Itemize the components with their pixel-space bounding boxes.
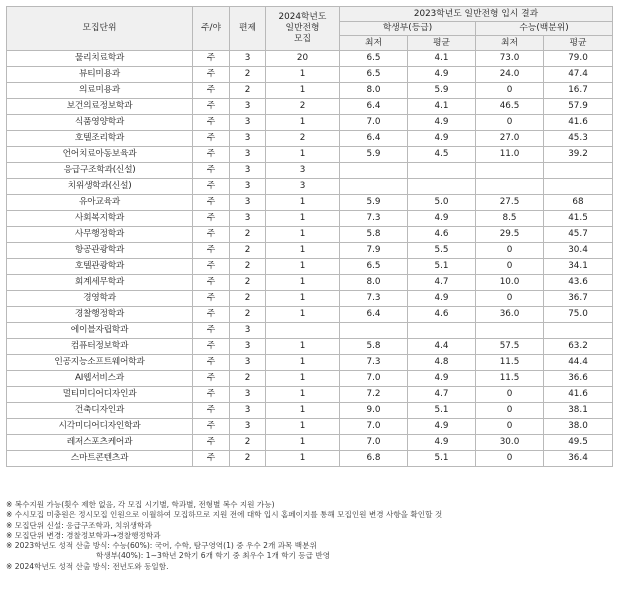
cell-record-min: 6.8 [340,451,408,467]
cell-day-night: 주 [193,179,230,195]
cell-record-avg [408,179,476,195]
cell-recruit-2024: 1 [266,275,340,291]
cell-recruit-2024: 1 [266,371,340,387]
cell-quota: 2 [230,259,266,275]
footnote: ※ 모집단위 신설: 응급구조학과, 치위생학과 [6,520,152,530]
header-suneung-avg: 평균 [544,36,613,51]
table-row [7,243,613,259]
cell-day-night: 주 [193,115,230,131]
header-suneung-min: 최저 [476,36,544,51]
cell-quota: 2 [230,451,266,467]
cell-record-avg: 4.9 [408,371,476,387]
table-row [7,323,613,339]
cell-suneung-avg: 38.1 [544,403,613,419]
cell-record-min: 6.4 [340,131,408,147]
cell-day-night: 주 [193,339,230,355]
cell-record-min: 7.3 [340,291,408,307]
cell-recruit-2024: 1 [266,259,340,275]
cell-record-min: 7.9 [340,243,408,259]
cell-quota: 3 [230,147,266,163]
table-row [7,259,613,275]
footnotes [6,500,612,572]
table-body [7,51,613,467]
cell-suneung-min: 0 [476,259,544,275]
cell-dept: 응급구조학과(신설) [7,163,193,179]
cell-suneung-avg: 45.7 [544,227,613,243]
header-recruit-line: 모집 [294,34,311,44]
cell-quota: 2 [230,243,266,259]
cell-record-avg: 5.1 [408,451,476,467]
cell-suneung-min: 0 [476,419,544,435]
header-school-record: 학생부(등급) [340,22,476,36]
cell-suneung-min: 10.0 [476,275,544,291]
cell-day-night: 주 [193,147,230,163]
cell-quota: 3 [230,163,266,179]
cell-recruit-2024: 1 [266,211,340,227]
header-day-night: 주/야 [193,7,230,51]
cell-suneung-min [476,163,544,179]
cell-recruit-2024: 2 [266,99,340,115]
cell-recruit-2024: 1 [266,83,340,99]
cell-record-min: 7.0 [340,435,408,451]
cell-day-night: 주 [193,51,230,67]
cell-suneung-min: 27.5 [476,195,544,211]
cell-record-avg [408,163,476,179]
cell-record-avg: 4.1 [408,51,476,67]
cell-suneung-avg: 43.6 [544,275,613,291]
cell-day-night: 주 [193,195,230,211]
cell-recruit-2024: 1 [266,307,340,323]
cell-suneung-avg [544,179,613,195]
cell-suneung-min: 0 [476,291,544,307]
cell-record-min: 6.4 [340,307,408,323]
table-row [7,371,613,387]
cell-day-night: 주 [193,291,230,307]
cell-suneung-avg: 44.4 [544,355,613,371]
cell-dept: 유아교육과 [7,195,193,211]
cell-recruit-2024 [266,323,340,339]
cell-record-avg: 4.9 [408,131,476,147]
cell-record-avg: 5.5 [408,243,476,259]
table-row [7,227,613,243]
header-result-2023: 2023학년도 일반전형 입시 결과 [340,7,613,22]
cell-dept: 뷰티미용과 [7,67,193,83]
cell-day-night: 주 [193,83,230,99]
cell-day-night: 주 [193,67,230,83]
header-suneung: 수능(백분위) [476,22,613,36]
table-row [7,99,613,115]
cell-suneung-min: 0 [476,387,544,403]
cell-record-avg: 4.8 [408,355,476,371]
cell-quota: 3 [230,195,266,211]
table-row [7,403,613,419]
cell-day-night: 주 [193,211,230,227]
cell-record-avg: 4.9 [408,67,476,83]
cell-dept: 사무행정학과 [7,227,193,243]
cell-quota: 2 [230,435,266,451]
cell-suneung-min: 36.0 [476,307,544,323]
cell-recruit-2024: 1 [266,291,340,307]
header-record-avg: 평균 [408,36,476,51]
cell-recruit-2024: 20 [266,51,340,67]
cell-record-min: 5.9 [340,147,408,163]
cell-record-min: 5.8 [340,227,408,243]
cell-recruit-2024: 1 [266,403,340,419]
cell-recruit-2024: 1 [266,243,340,259]
cell-record-avg: 4.7 [408,387,476,403]
cell-recruit-2024: 1 [266,115,340,131]
cell-record-avg: 5.9 [408,83,476,99]
cell-suneung-avg: 39.2 [544,147,613,163]
cell-suneung-avg: 41.6 [544,387,613,403]
cell-record-avg: 5.0 [408,195,476,211]
header-quota: 편제 [230,7,266,51]
cell-suneung-avg: 57.9 [544,99,613,115]
cell-suneung-avg: 34.1 [544,259,613,275]
cell-dept: 경찰행정학과 [7,307,193,323]
cell-suneung-min: 11.5 [476,355,544,371]
cell-quota: 3 [230,419,266,435]
cell-suneung-min: 0 [476,451,544,467]
cell-suneung-avg: 16.7 [544,83,613,99]
cell-suneung-min: 0 [476,403,544,419]
cell-record-avg: 4.9 [408,435,476,451]
cell-day-night: 주 [193,307,230,323]
table-row [7,131,613,147]
cell-day-night: 주 [193,323,230,339]
cell-suneung-avg [544,323,613,339]
cell-day-night: 주 [193,387,230,403]
cell-suneung-avg: 47.4 [544,67,613,83]
cell-record-avg: 4.1 [408,99,476,115]
table-row [7,83,613,99]
admission-results-table-container [6,6,612,467]
cell-recruit-2024: 3 [266,163,340,179]
table-header [7,7,613,51]
header-recruit-line: 일반전형 [285,23,320,33]
cell-dept: 컴퓨터정보학과 [7,339,193,355]
cell-dept: 호텔관광학과 [7,259,193,275]
cell-record-min: 7.0 [340,115,408,131]
cell-quota: 3 [230,323,266,339]
cell-suneung-avg: 63.2 [544,339,613,355]
cell-recruit-2024: 1 [266,147,340,163]
table-row [7,67,613,83]
cell-recruit-2024: 1 [266,339,340,355]
cell-record-min: 7.0 [340,371,408,387]
cell-record-min: 6.5 [340,259,408,275]
cell-recruit-2024: 1 [266,227,340,243]
table-row [7,275,613,291]
table-row [7,147,613,163]
cell-quota: 2 [230,67,266,83]
cell-day-night: 주 [193,355,230,371]
cell-dept: AI웹서비스과 [7,371,193,387]
cell-suneung-avg: 75.0 [544,307,613,323]
cell-recruit-2024: 3 [266,179,340,195]
cell-quota: 3 [230,179,266,195]
cell-record-avg: 4.9 [408,419,476,435]
cell-quota: 3 [230,131,266,147]
cell-record-min: 7.0 [340,419,408,435]
cell-record-min: 9.0 [340,403,408,419]
footnote: ※ 모집단위 변경: 경찰정보학과→경찰행정학과 [6,530,161,540]
cell-day-night: 주 [193,131,230,147]
cell-record-avg: 4.9 [408,291,476,307]
cell-suneung-min: 29.5 [476,227,544,243]
cell-dept: 치위생학과(신설) [7,179,193,195]
cell-recruit-2024: 1 [266,355,340,371]
cell-suneung-avg: 41.6 [544,115,613,131]
cell-dept: 인공지능소프트웨어학과 [7,355,193,371]
cell-suneung-avg [544,163,613,179]
cell-quota: 3 [230,339,266,355]
table-row [7,339,613,355]
cell-recruit-2024: 2 [266,131,340,147]
cell-quota: 3 [230,115,266,131]
cell-suneung-min [476,179,544,195]
cell-suneung-avg: 49.5 [544,435,613,451]
cell-quota: 2 [230,275,266,291]
table-row [7,419,613,435]
cell-record-min [340,163,408,179]
table-row [7,51,613,67]
footnote: ※ 2023학년도 성적 산출 방식: 수능(60%): 국어, 수학, 탐구영역(1) 중 우수 2개 과목 백분위 [6,541,317,551]
cell-recruit-2024: 1 [266,195,340,211]
cell-recruit-2024: 1 [266,451,340,467]
cell-suneung-avg: 30.4 [544,243,613,259]
cell-day-night: 주 [193,403,230,419]
cell-suneung-min: 30.0 [476,435,544,451]
cell-record-avg: 4.9 [408,211,476,227]
cell-suneung-avg: 36.4 [544,451,613,467]
cell-suneung-min: 0 [476,115,544,131]
cell-dept: 에이블자립학과 [7,323,193,339]
footnote: ※ 복수지원 가능(횟수 제한 없음, 각 모집 시기별, 학과별, 전형별 복수 지원 가능) [6,500,275,509]
cell-quota: 2 [230,371,266,387]
cell-suneung-min: 27.0 [476,131,544,147]
cell-dept: 호텔조리학과 [7,131,193,147]
cell-record-min [340,179,408,195]
cell-record-min [340,323,408,339]
cell-record-avg: 4.5 [408,147,476,163]
cell-suneung-min: 57.5 [476,339,544,355]
cell-suneung-avg: 45.3 [544,131,613,147]
cell-quota: 2 [230,307,266,323]
cell-dept: 멀티미디어디자인과 [7,387,193,403]
table-row [7,307,613,323]
cell-dept: 경영학과 [7,291,193,307]
cell-record-avg [408,323,476,339]
cell-suneung-min: 11.5 [476,371,544,387]
cell-record-avg: 4.6 [408,307,476,323]
table-row [7,291,613,307]
cell-suneung-min [476,323,544,339]
cell-quota: 3 [230,99,266,115]
table-row [7,195,613,211]
admission-results-table [6,6,613,467]
cell-record-min: 5.9 [340,195,408,211]
cell-day-night: 주 [193,227,230,243]
cell-suneung-min: 46.5 [476,99,544,115]
table-row [7,163,613,179]
cell-quota: 3 [230,51,266,67]
cell-recruit-2024: 1 [266,419,340,435]
cell-quota: 3 [230,403,266,419]
cell-dept: 건축디자인과 [7,403,193,419]
cell-record-avg: 4.7 [408,275,476,291]
cell-suneung-min: 0 [476,83,544,99]
cell-record-avg: 4.6 [408,227,476,243]
footnote: ※ 2024학년도 성적 산출 방식: 전년도와 동일함. [6,561,169,571]
cell-suneung-min: 0 [476,243,544,259]
cell-dept: 회계세무학과 [7,275,193,291]
cell-record-min: 7.3 [340,355,408,371]
cell-quota: 2 [230,83,266,99]
cell-dept: 레저스포츠케어과 [7,435,193,451]
cell-suneung-avg: 79.0 [544,51,613,67]
cell-day-night: 주 [193,275,230,291]
cell-suneung-avg: 36.6 [544,371,613,387]
header-recruit-line: 2024학년도 [278,12,327,22]
cell-quota: 3 [230,211,266,227]
cell-quota: 2 [230,227,266,243]
table-row [7,211,613,227]
cell-record-min: 6.5 [340,67,408,83]
cell-record-min: 5.8 [340,339,408,355]
cell-dept: 항공관광학과 [7,243,193,259]
cell-suneung-avg: 36.7 [544,291,613,307]
cell-suneung-min: 24.0 [476,67,544,83]
table-row [7,355,613,371]
cell-quota: 2 [230,291,266,307]
cell-dept: 시각미디어디자인학과 [7,419,193,435]
cell-suneung-min: 8.5 [476,211,544,227]
table-row [7,115,613,131]
header-recruit-2024 [266,7,340,51]
cell-day-night: 주 [193,243,230,259]
cell-recruit-2024: 1 [266,387,340,403]
cell-record-min: 7.2 [340,387,408,403]
cell-record-min: 6.5 [340,51,408,67]
cell-dept: 물리치료학과 [7,51,193,67]
cell-record-min: 6.4 [340,99,408,115]
cell-day-night: 주 [193,451,230,467]
cell-day-night: 주 [193,371,230,387]
cell-day-night: 주 [193,99,230,115]
header-record-min: 최저 [340,36,408,51]
footnote: ※ 수시모집 미충원은 정시모집 인원으로 이월하여 모집하므로 지원 전에 대학 입시 홈페이지를 통해 모집인원 변경 사항을 확인할 것 [6,510,443,520]
cell-suneung-min: 73.0 [476,51,544,67]
cell-dept: 스마트콘텐츠과 [7,451,193,467]
cell-record-min: 8.0 [340,83,408,99]
cell-dept: 의료미용과 [7,83,193,99]
cell-recruit-2024: 1 [266,67,340,83]
cell-suneung-avg: 38.0 [544,419,613,435]
table-row [7,387,613,403]
cell-dept: 보건의료정보학과 [7,99,193,115]
cell-record-avg: 5.1 [408,403,476,419]
cell-day-night: 주 [193,435,230,451]
cell-quota: 3 [230,387,266,403]
footnote: 학생부(40%): 1~3학년 2학기 6개 학기 중 최우수 1개 학기 등급 반영 [96,551,331,561]
header-dept: 모집단위 [7,7,193,51]
cell-record-min: 7.3 [340,211,408,227]
cell-day-night: 주 [193,163,230,179]
cell-suneung-min: 11.0 [476,147,544,163]
cell-record-min: 8.0 [340,275,408,291]
cell-recruit-2024: 1 [266,435,340,451]
cell-day-night: 주 [193,259,230,275]
cell-dept: 언어치료아동보육과 [7,147,193,163]
cell-quota: 3 [230,355,266,371]
table-row [7,451,613,467]
cell-dept: 식품영양학과 [7,115,193,131]
cell-record-avg: 4.9 [408,115,476,131]
cell-suneung-avg: 68 [544,195,613,211]
cell-record-avg: 4.4 [408,339,476,355]
cell-day-night: 주 [193,419,230,435]
cell-dept: 사회복지학과 [7,211,193,227]
table-row [7,435,613,451]
cell-record-avg: 5.1 [408,259,476,275]
table-row [7,179,613,195]
cell-suneung-avg: 41.5 [544,211,613,227]
